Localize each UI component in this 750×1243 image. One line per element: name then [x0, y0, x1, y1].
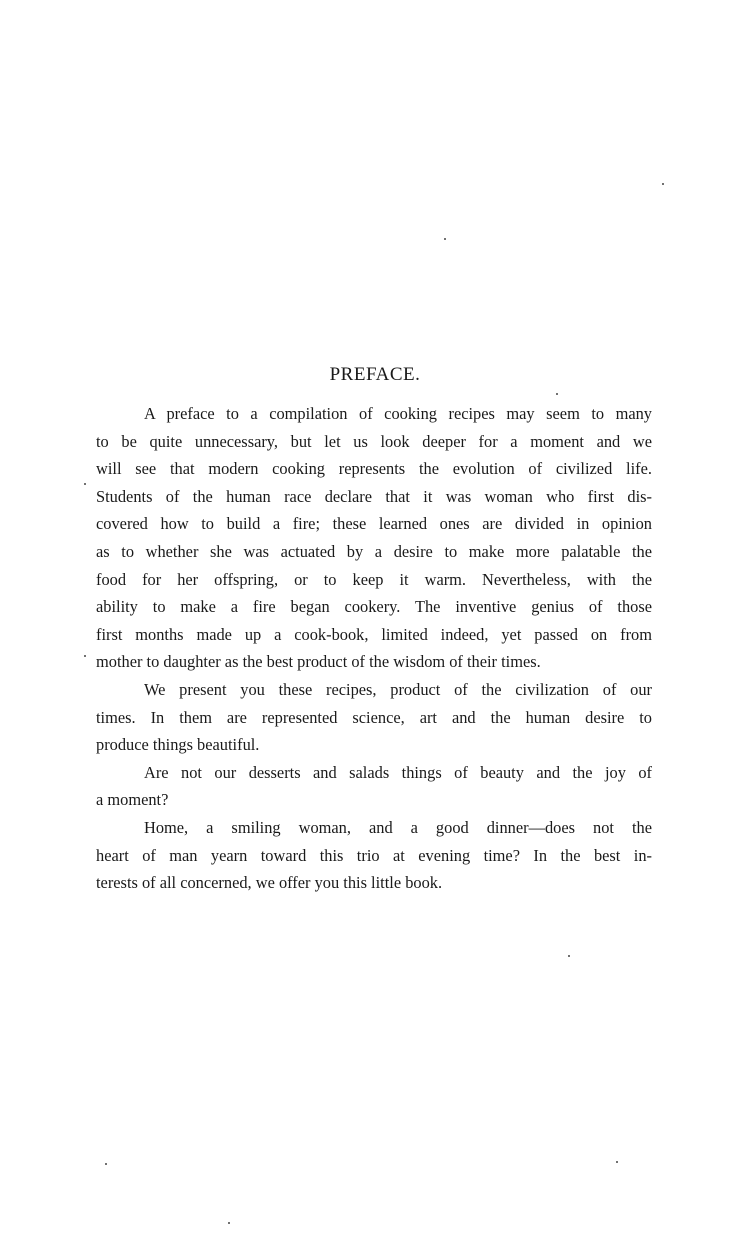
scan-speck: [105, 1163, 107, 1165]
paragraph-2-line-3: produce things beautiful.: [96, 735, 260, 755]
paragraph-1-line-3: will see that modern cooking represents the evolution of civilized life.: [96, 459, 652, 479]
scan-speck: [568, 955, 570, 957]
paragraph-2-line-1: We present you these recipes, product of the civilization of our: [144, 679, 652, 699]
scan-speck: [616, 1161, 618, 1163]
scan-speck: [556, 393, 558, 395]
preface-body: [96, 400, 652, 897]
scan-speck: [228, 1222, 230, 1224]
paragraph-4-line-1: Home, a smiling woman, and a good dinner—does not the: [144, 817, 652, 837]
paragraph-1-line-4: Students of the human race declare that it was woman who first dis-: [96, 486, 652, 506]
scan-speck: [662, 183, 664, 185]
paragraph-4-line-2: heart of man yearn toward this trio at evening time? In the best in-: [96, 845, 652, 865]
paragraph-1-line-1: A preface to a compilation of cooking recipes may seem to many: [144, 404, 652, 423]
paragraph-1-line-6: as to whether she was actuated by a desire to make more palatable the: [96, 541, 652, 561]
page-title: PREFACE.: [329, 364, 421, 385]
paragraph-3-line-1: Are not our desserts and salads things of beauty and the joy of: [144, 762, 652, 782]
scan-speck: [84, 655, 86, 657]
paragraph-1-line-9: first months made up a cook-book, limited indeed, yet passed on from: [96, 624, 652, 644]
paragraph-1-line-5: covered how to build a fire; these learned ones are divided in opinion: [96, 514, 652, 534]
paragraph-1-line-10: mother to daughter as the best product of the wisdom of their times.: [96, 652, 541, 672]
paragraph-1-line-8: ability to make a fire began cookery. The inventive genius of those: [96, 597, 652, 617]
paragraph-3-line-2: a moment?: [96, 790, 169, 810]
scan-speck: [84, 483, 86, 485]
scan-speck: [444, 238, 446, 240]
paragraph-1-line-2: to be quite unnecessary, but let us look deeper for a moment and we: [96, 431, 652, 451]
paragraph-4-line-3: terests of all concerned, we offer you this little book.: [96, 873, 443, 893]
paragraph-1-line-7: food for her offspring, or to keep it warm. Nevertheless, with the: [96, 569, 652, 589]
paragraph-2-line-2: times. In them are represented science, art and the human desire to: [96, 707, 652, 727]
